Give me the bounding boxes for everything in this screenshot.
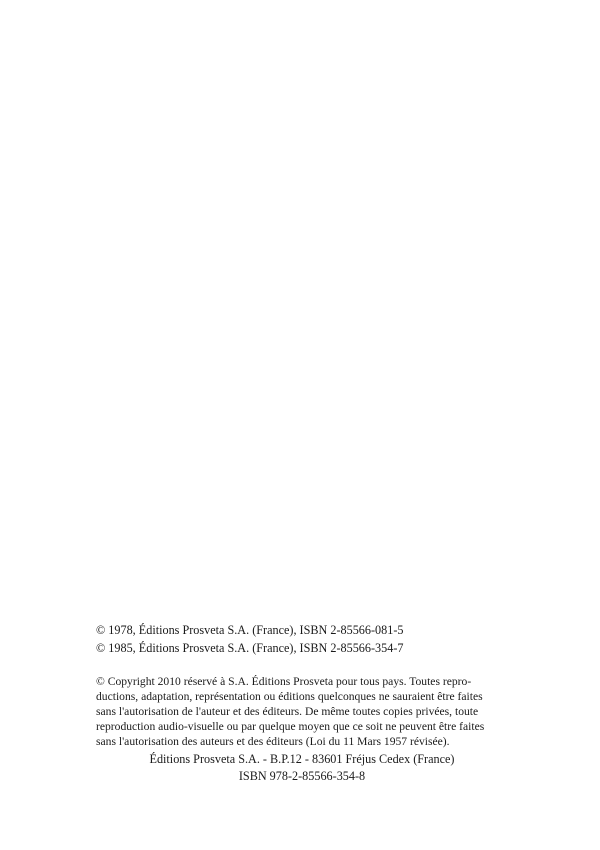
- copyright-notice-line-4: reproduction audio-visuelle ou par quelque moyen que ce soit ne peuvent être faites: [96, 720, 485, 734]
- copyright-notice-line-2: ductions, adaptation, représentation ou éditions quelconques ne sauraient être faites: [96, 690, 483, 704]
- colophon-block: [96, 622, 508, 785]
- copyright-notice-line-1: © Copyright 2010 réservé à S.A. Éditions Prosveta pour tous pays. Toutes repro-: [96, 675, 472, 688]
- isbn-history: [96, 622, 508, 657]
- publisher-address: Éditions Prosveta S.A. - B.P.12 - 83601 Fréjus Cedex (France): [149, 752, 455, 767]
- copyright-notice-line-5: sans l'autorisation des auteurs et des éditeurs (Loi du 11 Mars 1957 révisée).: [96, 735, 450, 749]
- isbn-line-1985: © 1985, Éditions Prosveta S.A. (France), ISBN 2-85566-354-7: [96, 640, 404, 655]
- final-isbn: ISBN 978-2-85566-354-8: [238, 769, 366, 784]
- copyright-notice: [96, 674, 508, 749]
- isbn-line-1978: © 1978, Éditions Prosveta S.A. (France), ISBN 2-85566-081-5: [96, 623, 404, 637]
- copyright-notice-line-3: sans l'autorisation de l'auteur et des éditeurs. De même toutes copies privées, toute: [96, 705, 479, 719]
